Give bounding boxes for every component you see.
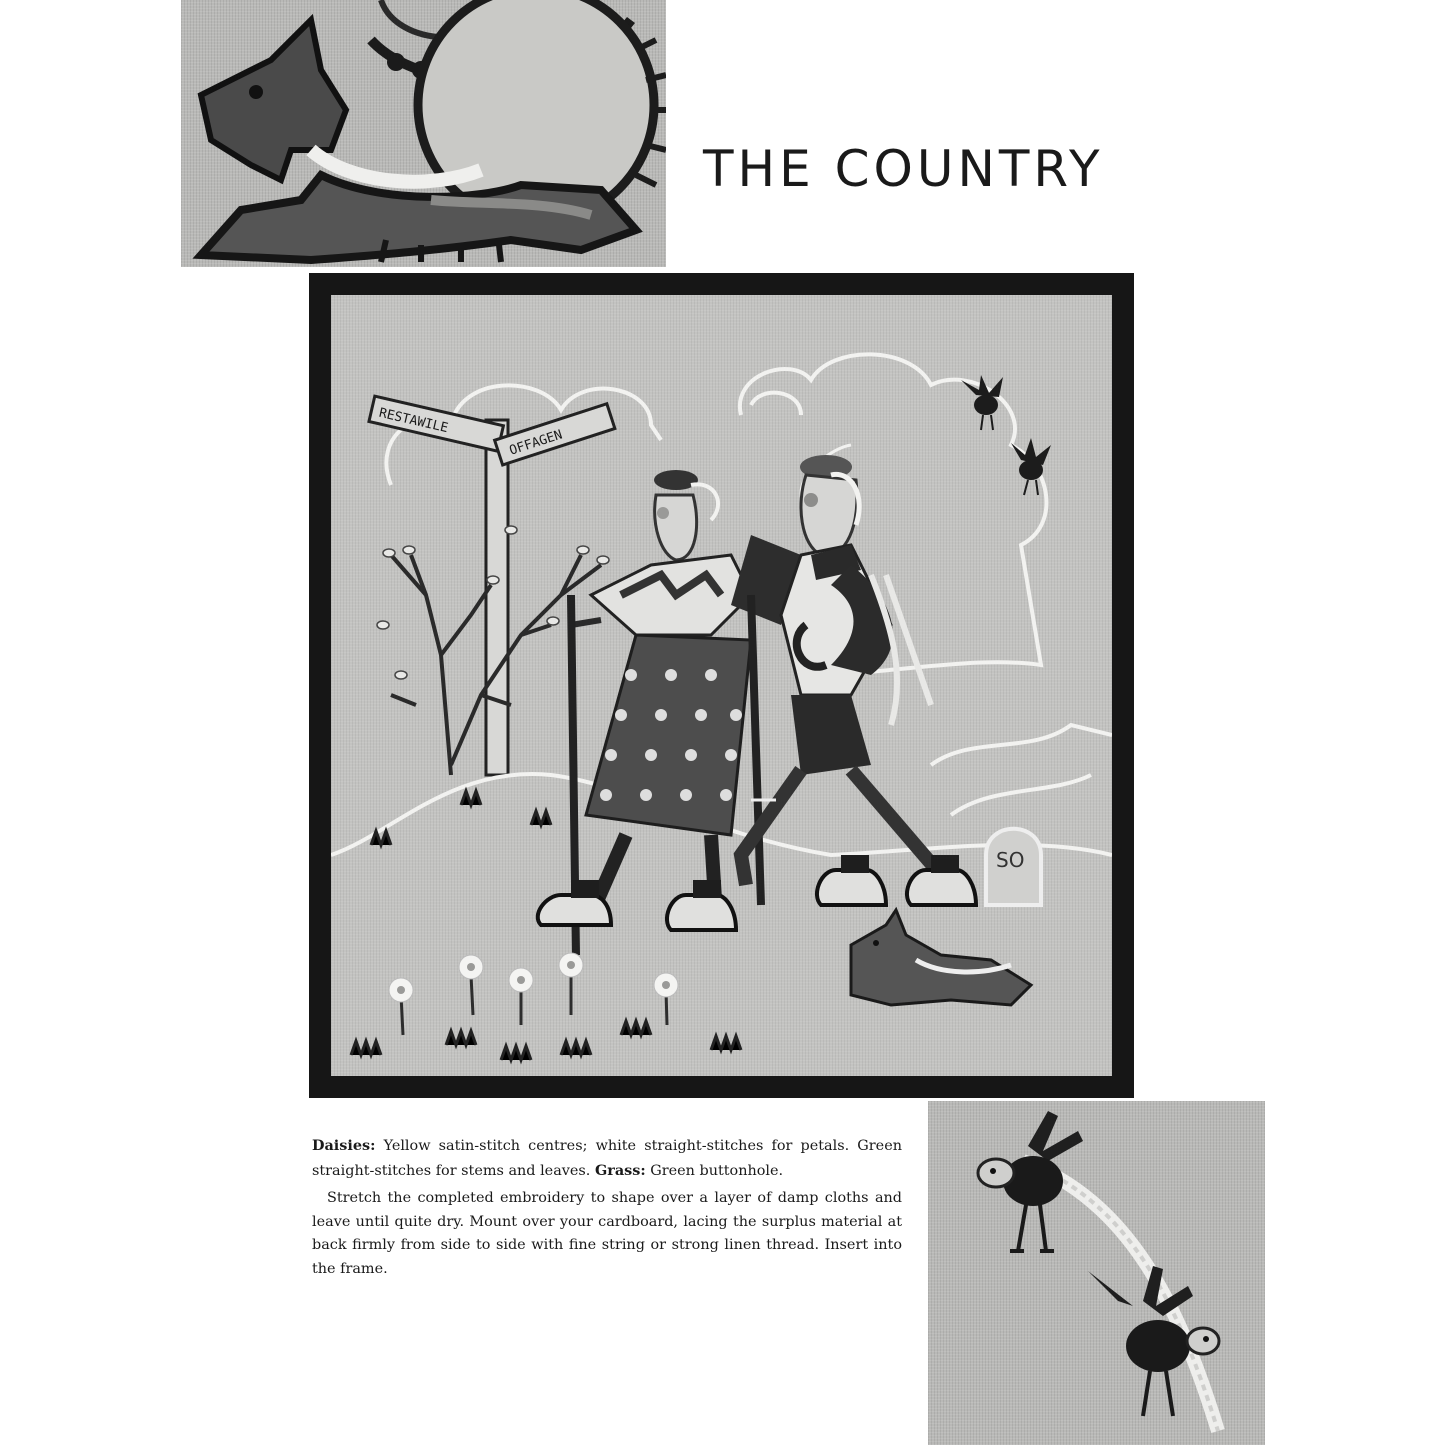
daisies-grass-paragraph <box>312 1134 902 1183</box>
detail-photo-birds <box>928 1101 1265 1445</box>
daisies-text: Yellow satin-stitch centres; white straight-stitches for petals. Green straight-stitches for stems and leaves. <box>312 1138 902 1179</box>
milestone <box>986 829 1041 905</box>
milestone-text: SO <box>996 848 1025 872</box>
daisies-label: Daisies: <box>312 1137 376 1154</box>
hikers-embroidery-illustration <box>331 295 1112 1076</box>
grass-text: Green buttonhole. <box>645 1162 784 1179</box>
page-title: THE COUNTRY <box>703 140 1104 198</box>
dog-closeup-illustration <box>181 0 666 267</box>
signpost <box>369 396 615 775</box>
detail-photo-dog <box>181 0 666 267</box>
grass-label: Grass: <box>594 1161 646 1179</box>
birds-closeup-illustration <box>928 1101 1265 1445</box>
woman-hiker <box>538 470 801 955</box>
man-hiker <box>741 455 976 905</box>
embroidery-frame <box>309 273 1134 1098</box>
finishing-paragraph: Stretch the completed embroidery to shape over a layer of damp cloths and leave until quite dry. Mount over your cardboard, lacing the surplus material at back firmly from side to side with fine string or strong linen thread. Insert into the frame. <box>312 1190 902 1277</box>
birds <box>961 375 1051 495</box>
embroidery-panel <box>331 295 1112 1076</box>
signpost-left-text: RESTAWILE <box>377 405 450 437</box>
signpost-right-text: OFFAGEN <box>507 427 565 459</box>
dog <box>851 910 1031 1005</box>
instructions-text <box>312 1134 902 1281</box>
